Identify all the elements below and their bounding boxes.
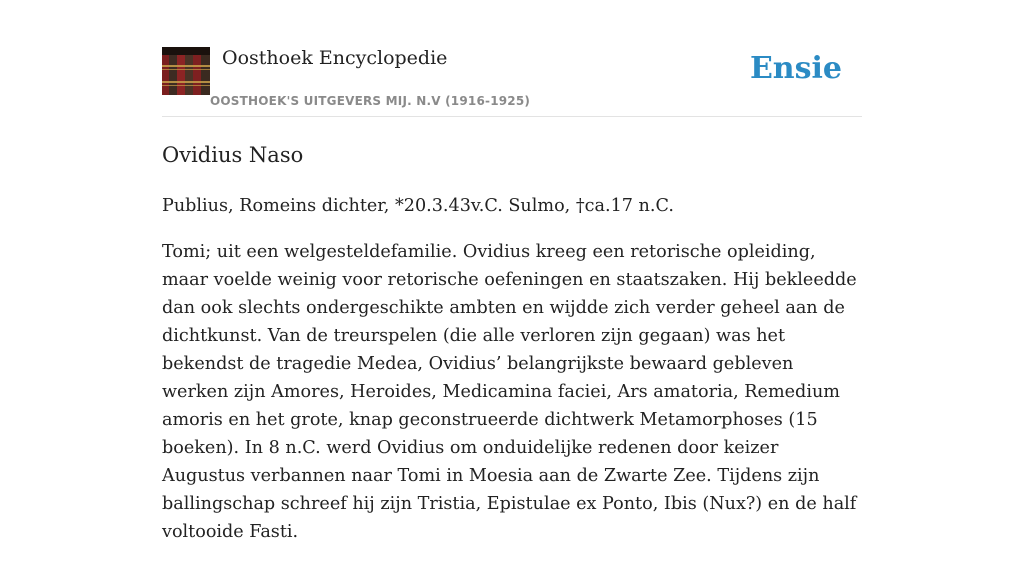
article-paragraph: Tomi; uit een welgesteldefamilie. Ovidius kreeg een retorische opleiding, maar voelde weinig voor retorische oefeningen en staatszaken. Hij bekleedde dan ook slechts ondergeschikte ambten en wijdde zich verder geheel aan de dichtkunst. Van de treurspelen (die alle verloren zijn gegaan) was het bekendst de tragedie Medea, Ovidius’ belangrijkste bewaard gebleven werken zijn Amores, Heroides, Medicamina faciei, Ars amatoria, Remedium amoris en het grote, knap geconstrueerde dichtwerk Metamorphoses (15 boeken). In 8 n.C. werd Ovidius om onduidelijke redenen door keizer Augustus verbannen naar Tomi in Moesia aan de Zwarte Zee. Tijdens zijn ballingschap schreef hij zijn Tristia, Epistulae ex Ponto, Ibis (Nux?) en de half voltooide Fasti.	[162, 242, 857, 542]
brand-logo-link[interactable]: Ensie	[749, 51, 842, 86]
publisher-subtitle: OOSTHOEK'S UITGEVERS MIJ. N.V (1916-1925)	[210, 94, 531, 108]
site-header	[162, 46, 862, 117]
site-title[interactable]: Oosthoek Encyclopedie	[222, 47, 448, 69]
article-title: Ovidius Naso	[162, 143, 304, 167]
article-paragraph: Publius, Romeins dichter, *20.3.43v.C. Sulmo, †ca.17 n.C.	[162, 196, 674, 216]
article-content	[162, 140, 862, 564]
encyclopedia-books-icon[interactable]	[162, 47, 210, 95]
